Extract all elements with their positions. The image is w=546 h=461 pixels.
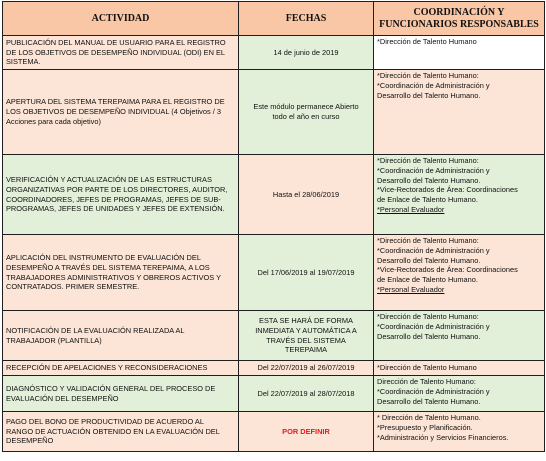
responsables-cell: [374, 235, 545, 311]
table-row: [3, 155, 545, 235]
fechas-cell: [239, 376, 374, 412]
header-coordinacion-line-2: FUNCIONARIOS RESPONSABLES: [379, 18, 539, 30]
fechas-text: Hasta el 28/06/2019: [272, 189, 340, 199]
fechas-text: POR DEFINIR: [282, 426, 330, 436]
responsables-text: *Dirección de Talento Humano:: [377, 312, 479, 321]
responsables-cell: [374, 311, 545, 361]
actividad-text: VERIFICACIÓN Y ACTUALIZACIÓN DE LAS ESTRUCTURAS: [6, 174, 212, 184]
responsables-text: *Dirección de Talento Humano:: [377, 156, 479, 165]
responsables-text: *Vice-Rectorados de Área: Coordinaciones: [377, 265, 518, 275]
responsables-text: Desarrollo del Talento Humano.: [377, 396, 481, 406]
actividad-text: PAGO DEL BONO DE PRODUCTIVIDAD DE ACUERDO AL: [6, 416, 204, 426]
responsables-cell: [374, 70, 545, 155]
fechas-text: Del 17/06/2019 al 19/07/2019: [257, 267, 355, 277]
responsables-text: de Enlace de Talento Humano.: [377, 275, 478, 285]
responsables-text: Desarrollo del Talento Humano.: [377, 90, 481, 100]
responsables-cell: [374, 412, 545, 452]
responsables-text: *Vice-Rectorados de Área: Coordinaciones: [377, 185, 518, 195]
actividad-text: DESEMPEÑO A TRAVÉS DEL SISTEMA TEREPAIMA, A LOS: [6, 262, 210, 272]
actividad-text: SISTEMA.: [6, 57, 41, 67]
table-row: [3, 361, 545, 376]
header-row: [3, 2, 545, 36]
fechas-cell: [239, 235, 374, 311]
actividad-text: DE LOS OBJETIVOS DE DESEMPEÑO INDIVIDUAL (ODI) EN EL: [6, 47, 226, 57]
responsables-text: *Dirección de Talento Humano: [377, 363, 477, 373]
responsables-text: *Coordinación de Administración y: [377, 321, 490, 331]
responsables-text: *Dirección de Talento Humano:: [377, 236, 479, 245]
actividad-text: NOTIFICACIÓN DE LA EVALUACIÓN REALIZADA AL: [6, 325, 185, 335]
fechas-cell: [239, 412, 374, 452]
fechas-text: TRAVÉS DEL SISTEMA: [266, 335, 346, 345]
fechas-cell: [239, 70, 374, 155]
actividad-text: TRABAJADOR (PLANTILLA): [6, 335, 102, 345]
responsables-text: de Enlace de Talento Humano.: [377, 195, 478, 205]
fechas-text: Este módulo permanece Abierto: [253, 102, 359, 112]
fechas-cell: [239, 155, 374, 235]
responsables-text: *Coordinación de Administración y: [377, 165, 490, 175]
fechas-text: Del 22/07/2019 al 28/07/2018: [257, 388, 355, 398]
header-coordinacion: [374, 2, 545, 36]
actividad-cell: [3, 311, 239, 361]
fechas-cell: [239, 361, 374, 376]
responsables-text: Desarrollo del Talento Humano.: [377, 255, 481, 265]
actividad-text: RECEPCIÓN DE APELACIONES Y RECONSIDERACIONES: [6, 363, 208, 373]
actividad-text: PUBLICACIÓN DEL MANUAL DE USUARIO PARA EL REGISTRO: [6, 37, 226, 47]
actividad-cell: [3, 235, 239, 311]
actividad-text: APERTURA DEL SISTEMA TEREPAIMA PARA EL REGISTRO DE: [6, 97, 225, 107]
responsables-text: *Coordinación de Administración y: [377, 80, 490, 90]
fechas-cell: [239, 311, 374, 361]
actividad-cell: [3, 70, 239, 155]
actividad-text: APLICACIÓN DEL INSTRUMENTO DE EVALUACIÓN DEL: [6, 252, 201, 262]
actividad-cell: [3, 412, 239, 452]
responsables-cell: [374, 155, 545, 235]
fechas-text: ESTA SE HARÁ DE FORMA: [259, 315, 353, 325]
actividad-text: Acciones para cada objetivo): [6, 116, 101, 126]
header-fechas: FECHAS: [239, 2, 374, 36]
fechas-text: Del 22/07/2019 al 26/07/2019: [257, 363, 355, 373]
responsables-text: *Presupuesto y Planificación.: [377, 422, 473, 432]
actividad-text: RANGO DE ACTUACIÓN OBTENIDO EN LA EVALUACIÓN DEL: [6, 426, 220, 436]
responsables-cell: [374, 361, 545, 376]
responsables-text: *Dirección de Talento Humano:: [377, 71, 479, 80]
header-actividad: ACTIVIDAD: [3, 2, 239, 36]
responsables-text: Desarrollo del Talento Humano.: [377, 175, 481, 185]
actividad-text: TRABAJADORES ADMINISTRATIVOS Y OBREROS ACTIVOS Y: [6, 272, 222, 282]
schedule-table: [2, 1, 545, 452]
table-row: [3, 376, 545, 412]
actividad-text: DESEMPEÑO: [6, 436, 54, 446]
table-row: [3, 412, 545, 452]
actividad-text: EVALUACIÓN DEL DESEMPEÑO: [6, 393, 119, 403]
responsables-text: *Dirección de Talento Humano: [377, 37, 477, 46]
table-row: [3, 36, 545, 70]
responsables-text: *Coordinación de Administración y: [377, 386, 490, 396]
actividad-cell: [3, 376, 239, 412]
actividad-text: CONTRATADOS. PRIMER SEMESTRE.: [6, 282, 140, 292]
table-row: [3, 70, 545, 155]
actividad-cell: [3, 155, 239, 235]
actividad-cell: [3, 36, 239, 70]
responsables-text: *Coordinación de Administración y: [377, 245, 490, 255]
responsables-text: * Dirección de Talento Humano.: [377, 413, 481, 422]
fechas-text: INMEDIATA Y AUTOMÁTICA A: [255, 325, 357, 335]
responsables-text: *Administración y Servicios Financieros.: [377, 432, 509, 442]
actividad-text: ORGANIZATIVAS POR PARTE DE LOS DIRECTORES, AUDITOR,: [6, 184, 228, 194]
actividad-text: COORDINADORES, JEFES DE PROGRAMAS, JEFES DE SUB-: [6, 194, 221, 204]
responsables-text: *Personal Evaluador: [377, 204, 445, 214]
actividad-text: LOS OBJETIVOS DE DESEMPEÑO INDIVIDUAL (4 Objetivos / 3: [6, 107, 221, 117]
responsables-cell: [374, 376, 545, 412]
actividad-text: PROGRAMAS, JEFES DE UNIDADES Y JEFES DE EXTENSIÓN.: [6, 204, 225, 214]
responsables-text: Desarrollo del Talento Humano.: [377, 331, 481, 341]
responsables-text: Dirección de Talento Humano:: [377, 377, 476, 386]
actividad-cell: [3, 361, 239, 376]
fechas-cell: [239, 36, 374, 70]
fechas-text: TEREPAIMA: [284, 345, 328, 355]
header-coordinacion-line-1: COORDINACIÓN Y: [413, 7, 505, 19]
table-row: [3, 235, 545, 311]
actividad-text: DIAGNÓSTICO Y VALIDACIÓN GENERAL DEL PROCESO DE: [6, 383, 216, 393]
responsables-text: *Personal Evaluador: [377, 284, 445, 294]
fechas-text: todo el año en curso: [272, 112, 340, 121]
fechas-text: 14 de junio de 2019: [273, 47, 339, 57]
table-row: [3, 311, 545, 361]
responsables-cell: [374, 36, 545, 70]
